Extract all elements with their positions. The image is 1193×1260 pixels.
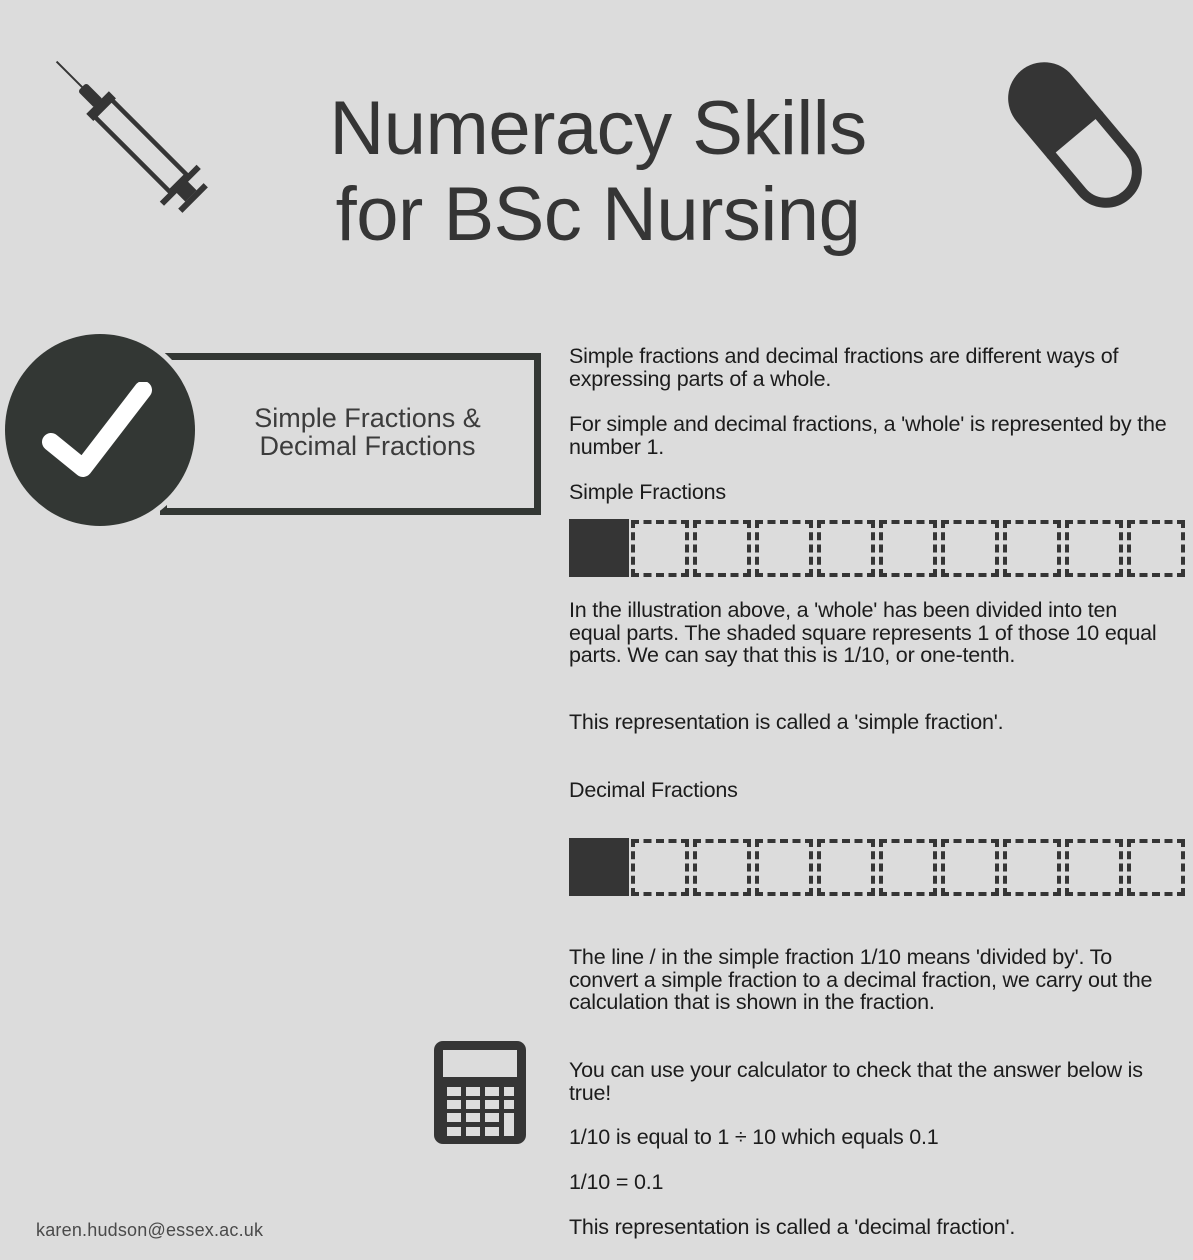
empty-part [755, 839, 813, 896]
simple-fraction-conclusion: This representation is called a 'simple fraction'. [569, 710, 1004, 734]
empty-part [693, 839, 751, 896]
empty-part [941, 839, 999, 896]
section-title-line-2: Decimal Fractions [259, 431, 476, 461]
decimal-fraction-conclusion: This representation is called a 'decimal fraction'. [569, 1215, 1016, 1239]
empty-part [817, 520, 875, 577]
empty-part [1127, 520, 1185, 577]
author-email: karen.hudson@essex.ac.uk [36, 1220, 264, 1240]
simple-fractions-heading: Simple Fractions [569, 480, 726, 504]
title-line-2: for BSc Nursing [335, 172, 861, 257]
empty-part [631, 839, 689, 896]
empty-part [1003, 520, 1061, 577]
calculator-tip: You can use your calculator to check that the answer below is true! [569, 1058, 1143, 1105]
checkmark-icon [41, 382, 161, 492]
empty-part [941, 520, 999, 577]
empty-part [755, 520, 813, 577]
decimal-fraction-illustration [569, 838, 1193, 897]
decimal-fractions-heading: Decimal Fractions [569, 778, 738, 802]
title-line-1: Numeracy Skills [329, 86, 867, 171]
empty-part [1003, 839, 1061, 896]
section-badge [0, 330, 545, 530]
empty-part [1065, 839, 1123, 896]
calculator-icon [434, 1041, 526, 1144]
empty-part [1065, 520, 1123, 577]
intro-paragraph-2: For simple and decimal fractions, a 'whole' is represented by the number 1. [569, 412, 1167, 459]
decimal-fraction-explanation: The line / in the simple fraction 1/10 means 'divided by'. To convert a simple fraction to a decimal fraction, we carry out the calculation that is shown in the fraction. [569, 945, 1153, 1014]
shaded-part [569, 519, 629, 577]
section-title-line-1: Simple Fractions & [254, 403, 481, 433]
calculation-text: 1/10 is equal to 1 ÷ 10 which equals 0.1 [569, 1125, 939, 1149]
equation-text: 1/10 = 0.1 [569, 1170, 664, 1194]
page-title [240, 86, 956, 258]
empty-part [879, 520, 937, 577]
empty-part [693, 520, 751, 577]
empty-part [631, 520, 689, 577]
simple-fraction-explanation: In the illustration above, a 'whole' has been divided into ten equal parts. The shaded square represents 1 of those 10 equal parts. We can say that this is 1/10, or one-tenth. [569, 598, 1157, 667]
empty-part [1127, 839, 1185, 896]
simple-fraction-illustration [569, 519, 1193, 578]
empty-part [879, 839, 937, 896]
section-title [215, 404, 520, 460]
intro-paragraph-1: Simple fractions and decimal fractions are different ways of expressing parts of a whole. [569, 344, 1119, 391]
pill-capsule-icon [985, 40, 1165, 230]
shaded-part [569, 838, 629, 896]
syringe-icon [40, 40, 240, 250]
empty-part [817, 839, 875, 896]
check-circle [5, 334, 195, 526]
